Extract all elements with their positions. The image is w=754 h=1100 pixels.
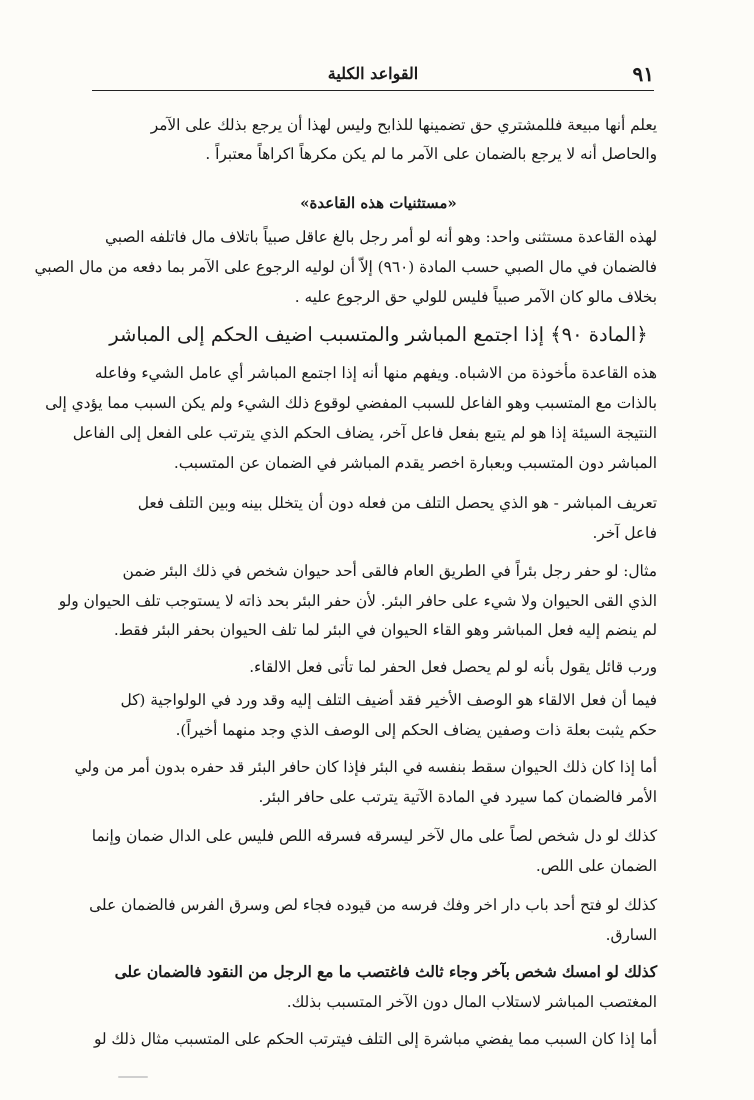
paragraph-line: كذلك لو فتح أحد باب دار اخر وفك فرسه من قيوده فجاء لص وسرق الفرس فالضمان على bbox=[89, 896, 657, 914]
paragraph-line: تعريف المباشر - هو الذي يحصل التلف من فعله دون أن يتخلل بينه وبين التلف فعل bbox=[137, 494, 657, 512]
paragraph-line: لهذه القاعدة مستثنى واحد: وهو أنه لو أمر رجل بالغ عاقل صبياً باتلاف مال فاتلفه الصبي bbox=[104, 228, 657, 246]
paragraph-line: بالذات مع المتسبب وهو الفاعل للسبب المفضي لوقوع ذلك الشيء ولم يكن السبب مما يؤدي إلى bbox=[45, 394, 657, 412]
paragraph-line: السارق. bbox=[605, 926, 657, 944]
paragraph-line: الذي القى الحيوان ولا شيء على حافر البئر. لأن حفر البئر بحد ذاته لا يستوجب تلف الحيوان ولو bbox=[58, 592, 657, 610]
paragraph-line: كذلك لو دل شخص لصاً على مال لآخر ليسرقه فسرقه اللص فليس على الدال ضمان وإنما bbox=[91, 827, 657, 845]
paragraph-line: الأمر فالضمان كما سيرد في المادة الآتية يترتب على حافر البئر. bbox=[258, 788, 657, 806]
paragraph-line: بخلاف مالو كان الآمر صبياً فليس للولي حق الرجوع عليه . bbox=[294, 288, 657, 306]
running-title: القواعد الكلية bbox=[327, 64, 419, 83]
paragraph-line: فاعل آخر. bbox=[592, 524, 657, 542]
paragraph-line: مثال: لو حفر رجل بئراً في الطريق العام فالقى أحد حيوان شخص في ذلك البئر ضمن bbox=[122, 562, 657, 580]
paragraph-line: ورب قائل يقول بأنه لو لم يحصل فعل الحفر لما تأتى فعل الالقاء. bbox=[249, 658, 657, 676]
paragraph-line: المغتصب المباشر لاستلاب المال دون الآخر المتسبب بذلك. bbox=[286, 993, 657, 1011]
page-header bbox=[92, 64, 654, 91]
paragraph-line: فيما أن فعل الالقاء هو الوصف الأخير فقد أضيف التلف إليه وقد ورد في الولواجية (كل bbox=[120, 691, 657, 709]
paragraph-line: فالضمان في مال الصبي حسب المادة (٩٦٠) إلاّ أن لوليه الرجوع على الآمر بما دفعه من مال الصبي bbox=[34, 258, 657, 276]
paragraph-line: لم ينضم إليه فعل المباشر وهو القاء الحيوان في البئر لما تلف الحيوان بحفر البئر فقط. bbox=[113, 621, 657, 639]
paragraph-line: حكم يثبت بعلة ذات وصفين يضاف الحكم إلى الوصف الذي وجد منهما أخيراً). bbox=[175, 721, 657, 739]
paragraph-line: المباشر دون المتسبب وبعبارة اخصر يقدم المباشر في الضمان عن المتسبب. bbox=[173, 454, 657, 472]
scan-mark bbox=[118, 1076, 148, 1078]
paragraph-line: كذلك لو امسك شخص بآخر وجاء ثالث فاغتصب ما مع الرجل من النقود فالضمان على bbox=[114, 963, 657, 981]
page-number: ٩١ bbox=[632, 62, 654, 86]
paragraph-line: والحاصل أنه لا يرجع بالضمان على الآمر ما لم يكن مكرهاً اكراهاً معتبراً . bbox=[205, 145, 657, 163]
section-heading: «مستثنيات هذه القاعدة» bbox=[300, 194, 457, 212]
paragraph-line: أما إذا كان السبب مما يفضي مباشرة إلى التلف فيترتب الحكم على المتسبب مثال ذلك لو bbox=[93, 1030, 657, 1048]
paragraph-line: هذه القاعدة مأخوذة من الاشباه. ويفهم منها أنه إذا اجتمع المباشر أي عامل الشيء وفاعله bbox=[94, 364, 657, 382]
paragraph-line: النتيجة السيئة إذا هو لم يتبع بفعل فاعل آخر، يضاف الحكم الذي يترتب على الفعل إلى الفاعل bbox=[72, 424, 657, 442]
paragraph-line: الضمان على اللص. bbox=[535, 857, 657, 875]
article-title: ﴿المادة ٩٠﴾ إذا اجتمع المباشر والمتسبب اضيف الحكم إلى المباشر bbox=[109, 323, 648, 346]
paragraph-line: أما إذا كان ذلك الحيوان سقط بنفسه في البئر فإذا كان حافر البئر قد حفره بدون أمر من ولي bbox=[74, 758, 657, 776]
paragraph-line: يعلم أنها مبيعة فللمشتري حق تضمينها للذابح وليس لهذا أن يرجع بذلك على الآمر bbox=[150, 116, 657, 134]
